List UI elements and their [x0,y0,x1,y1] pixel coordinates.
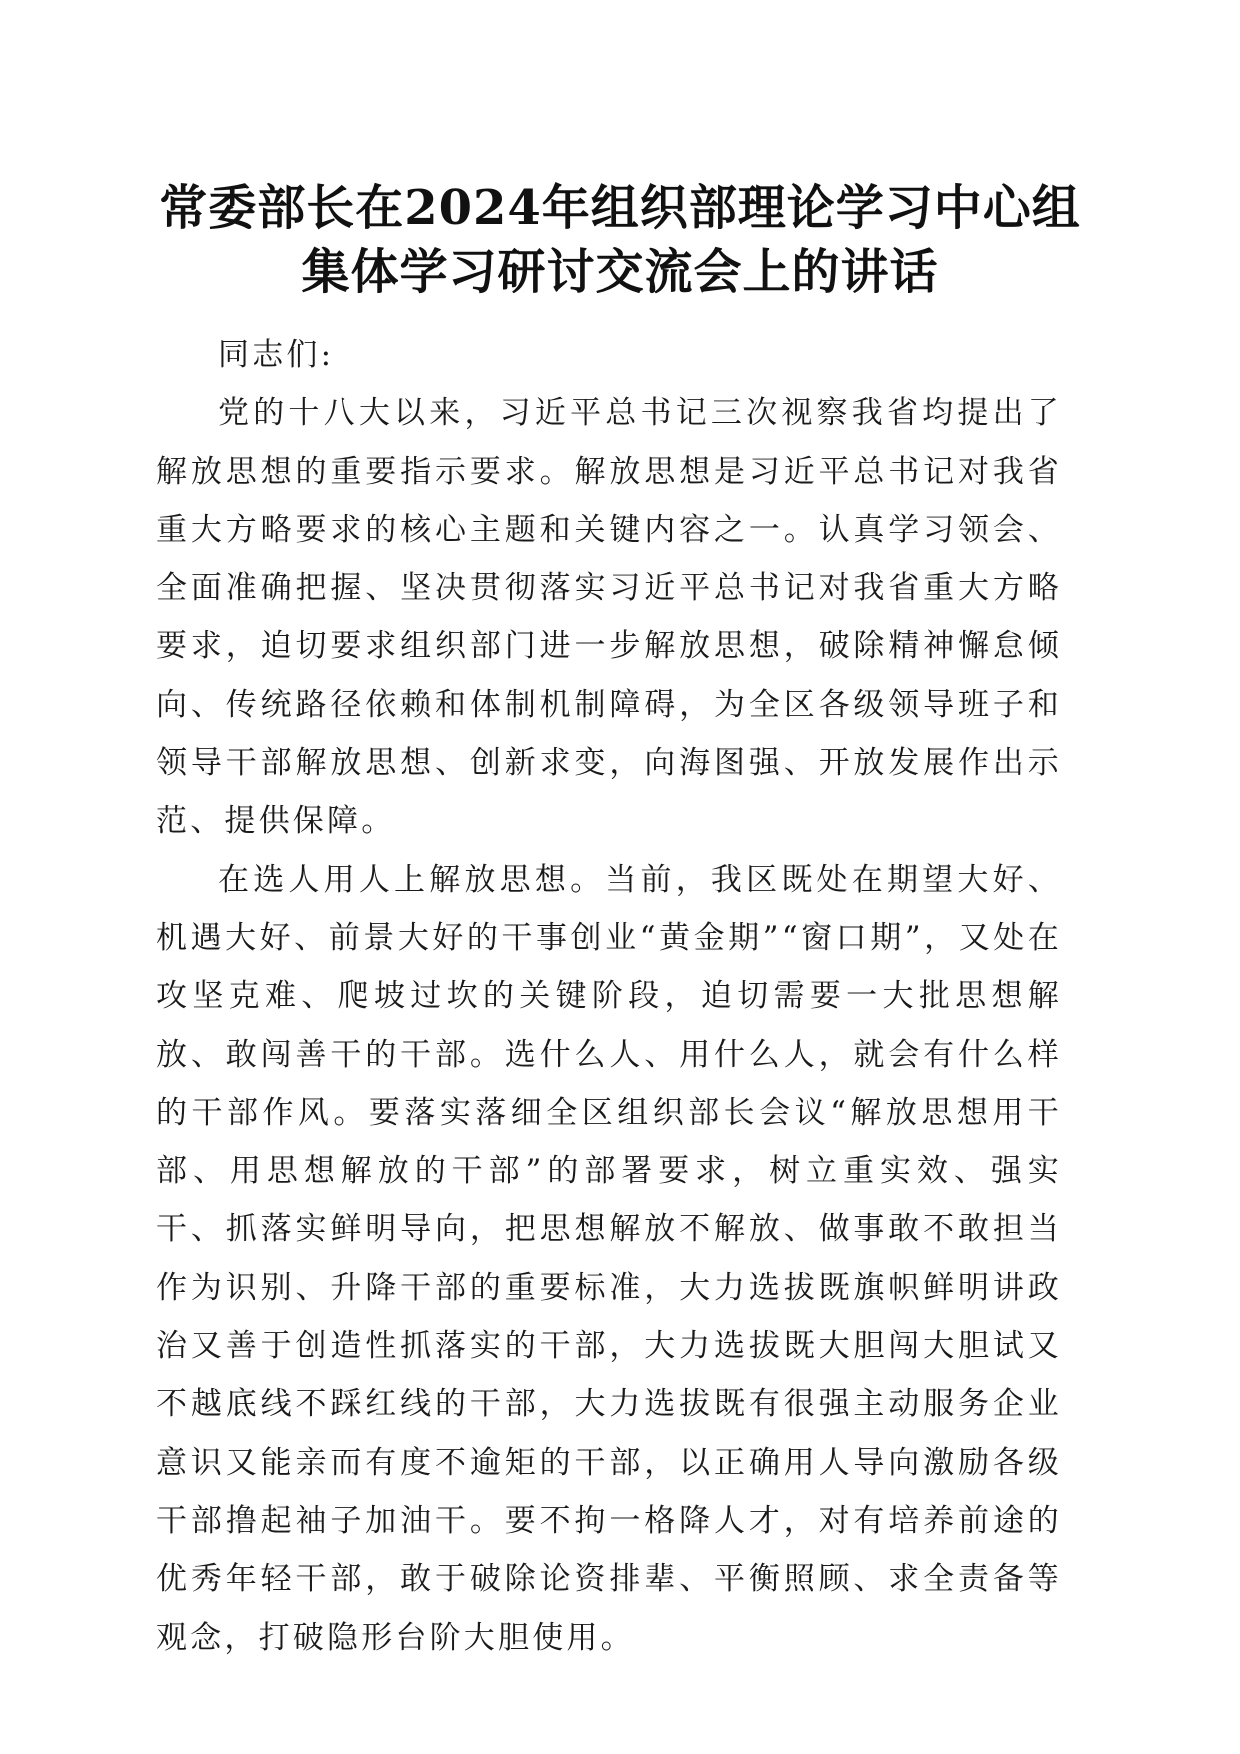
paragraph-intro: 党的十八大以来，习近平总书记三次视察我省均提出了解放思想的重要指示要求。解放思想是习近平总书记对我省重大方略要求的核心主题和关键内容之一。认真学习领会、全面准确把握、坚决贯彻落实习近平总书记对我省重大方略要求，迫切要求组织部门进一步解放思想，破除精神懈怠倾向、传统路径依赖和体制机制障碍，为全区各级领导班子和领导干部解放思想、创新求变，向海图强、开放发展作出示范、提供保障。 [156,395,1062,840]
document-title: 常委部长在2024年组织部理论学习中心组集体学习研讨交流会上的讲话 [159,180,1081,300]
document-body [156,326,1062,1667]
salutation: 同志们: [218,337,335,373]
paragraph-personnel: 在选人用人上解放思想。当前，我区既处在期望大好、机遇大好、前景大好的干事创业“黄金期”“窗口期”，又处在攻坚克难、爬坡过坎的关键阶段，迫切需要一大批思想解放、敢闯善干的干部。选什么人、用什么人，就会有什么样的干部作风。要落实落细全区组织部长会议“解放思想用干部、用思想解放的干部”的部署要求，树立重实效、强实干、抓落实鲜明导向，把思想解放不解放、做事敢不敢担当作为识别、升降干部的重要标准，大力选拔既旗帜鲜明讲政治又善于创造性抓落实的干部，大力选拔既大胆闯大胆试又不越底线不踩红线的干部，大力选拔既有很强主动服务企业意识又能亲而有度不逾矩的干部，以正确用人导向激励各级干部撸起袖子加油干。要不拘一格降人才，对有培养前途的优秀年轻干部，敢于破除论资排辈、平衡照顾、求全责备等观念，打破隐形台阶大胆使用。 [156,861,1062,1656]
